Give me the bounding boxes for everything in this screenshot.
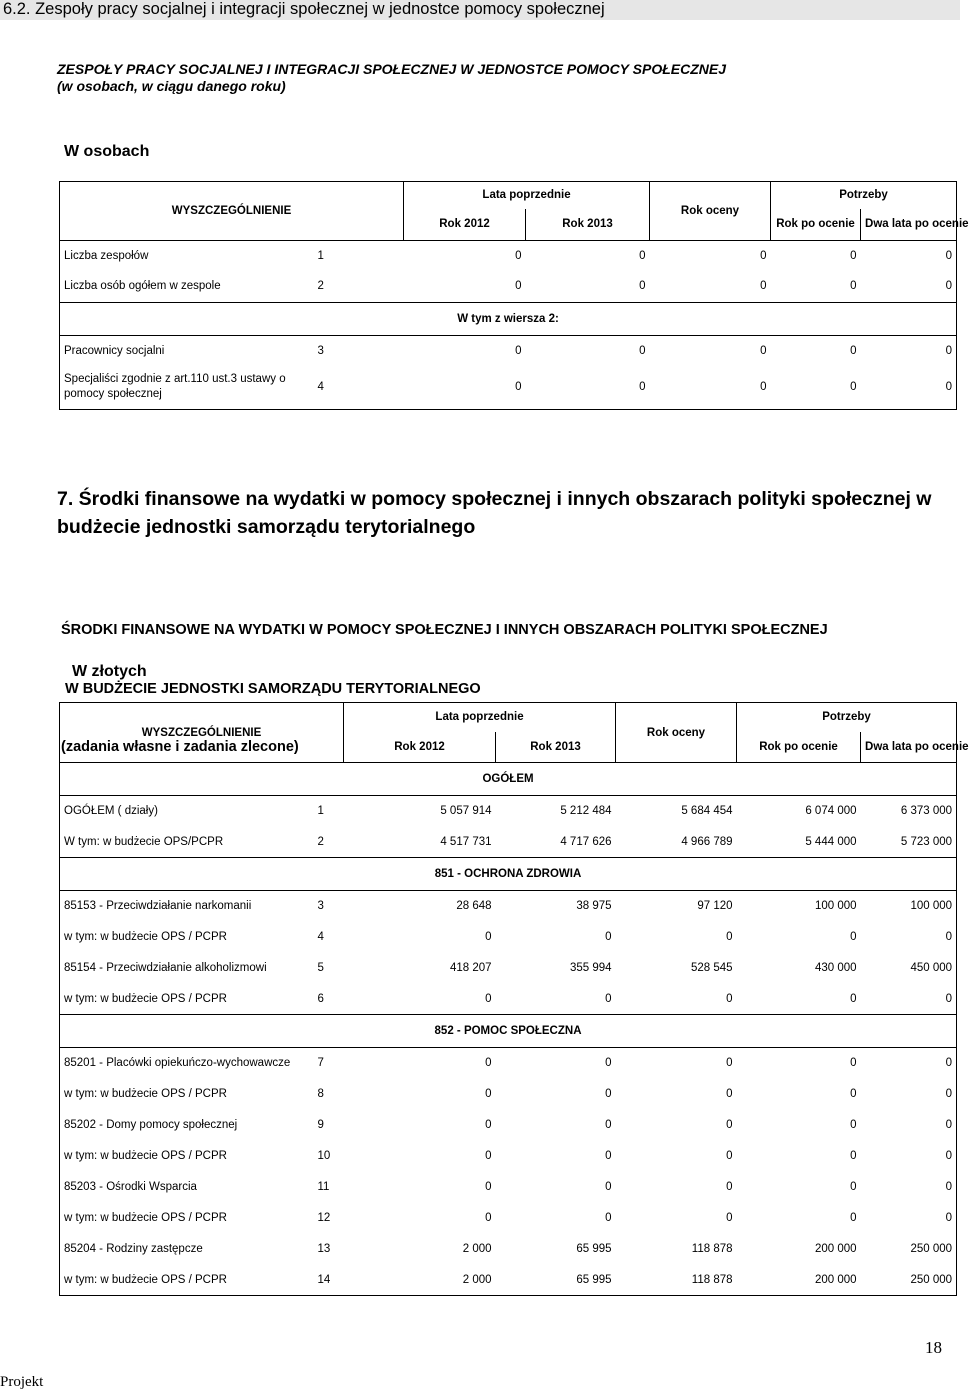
cell-rok-2013: 0 — [639, 344, 646, 357]
row-number: 3 — [317, 344, 324, 357]
table-row — [60, 953, 957, 984]
row-label: Pracownicy socjalni — [64, 344, 165, 357]
cell-rok-2012: 4 517 731 — [440, 835, 492, 848]
cell-rok-po-ocenie: 200 000 — [814, 1243, 857, 1255]
cell-dwa-lata: 0 — [945, 1057, 953, 1070]
row-number: 6 — [317, 992, 324, 1005]
cell-rok-po-ocenie: 0 — [850, 1181, 857, 1193]
cell-rok-2013: 0 — [605, 1088, 612, 1100]
cell-rok-oceny: 5 684 454 — [681, 805, 733, 818]
cell-rok-po-ocenie: 0 — [850, 280, 857, 293]
cell-dwa-lata: 250 000 — [910, 1273, 953, 1286]
cell-rok-2013: 0 — [605, 1181, 612, 1193]
row-label: OGÓŁEM ( działy) — [64, 805, 158, 818]
row-label: w tym: w budżecie OPS / PCPR — [64, 1150, 227, 1162]
row-label: Liczba zespołów — [64, 249, 149, 262]
table-row — [60, 891, 957, 922]
row-number: 4 — [317, 931, 324, 943]
table-row — [60, 1141, 957, 1172]
cell-rok-po-ocenie: 100 000 — [814, 900, 857, 913]
row-number: 11 — [317, 1181, 330, 1193]
section-heading-7: 7. Środki finansowe na wydatki w pomocy społecznej i innych obszarach polityki społecznej w budżecie jednostki samorządu terytorialnego — [57, 488, 932, 538]
row-label: 85204 - Rodziny zastępcze — [64, 1243, 203, 1255]
cell-rok-2013: 0 — [605, 931, 612, 943]
cell-rok-2012: 0 — [515, 249, 522, 262]
cell-rok-po-ocenie: 0 — [850, 249, 857, 262]
cell-rok-2013: 5 212 484 — [560, 805, 612, 818]
table-row — [60, 336, 957, 366]
table-row — [60, 241, 957, 271]
table-row — [60, 271, 957, 303]
cell-rok-2012: 0 — [485, 1212, 492, 1224]
table-row — [60, 984, 957, 1015]
cell-dwa-lata: 0 — [945, 1119, 953, 1131]
table-row — [60, 1234, 957, 1265]
header-rok-oceny: Rok oceny — [616, 703, 737, 763]
cell-rok-oceny: 0 — [726, 1057, 733, 1070]
row-number: 8 — [317, 1088, 324, 1100]
row-label: w tym: w budżecie OPS / PCPR — [64, 1273, 227, 1286]
header-rok-2012: Rok 2012 — [344, 732, 496, 763]
cell-rok-2012: 0 — [485, 992, 492, 1005]
row-number: 2 — [317, 835, 324, 848]
cell-rok-oceny: 0 — [760, 344, 767, 357]
header-lata-poprzednie: Lata poprzednie — [344, 703, 616, 732]
row-number: 3 — [317, 900, 324, 913]
cell-rok-2012: 418 207 — [449, 962, 492, 974]
cell-rok-2013: 4 717 626 — [560, 835, 612, 848]
cell-rok-oceny: 118 878 — [691, 1273, 733, 1286]
table-row — [60, 922, 957, 953]
header-rok-po-ocenie: Rok po ocenie — [737, 732, 861, 763]
cell-rok-oceny: 0 — [760, 249, 767, 262]
row-number: 1 — [317, 805, 324, 818]
header-rok-2012: Rok 2012 — [404, 209, 526, 241]
teams-table — [59, 181, 969, 410]
table1-title-line2: (w osobach, w ciągu danego roku) — [57, 78, 286, 94]
cell-rok-oceny: 0 — [760, 381, 767, 394]
cell-rok-oceny: 0 — [726, 931, 733, 943]
row-label: 85201 - Placówki opiekuńczo-wychowawcze — [64, 1057, 291, 1070]
cell-rok-po-ocenie: 0 — [850, 931, 857, 943]
cell-rok-oceny: 0 — [726, 1212, 733, 1224]
header-rok-2013: Rok 2013 — [526, 209, 650, 241]
header-dwa-lata-po-ocenie: Dwa lata po ocenie — [865, 740, 969, 753]
row-label: w tym: w budżecie OPS / PCPR — [64, 1088, 227, 1100]
row-label: w tym: w budżecie OPS / PCPR — [64, 992, 227, 1005]
cell-dwa-lata: 6 373 000 — [900, 805, 953, 818]
cell-rok-oceny: 4 966 789 — [681, 835, 733, 848]
row-label: W tym: w budżecie OPS/PCPR — [64, 835, 224, 848]
cell-rok-2013: 0 — [605, 992, 612, 1005]
cell-rok-oceny: 528 545 — [690, 962, 733, 974]
row-number: 13 — [317, 1243, 331, 1255]
table-row — [60, 1203, 957, 1234]
cell-rok-2013: 0 — [605, 1150, 612, 1162]
cell-rok-2013: 0 — [639, 280, 646, 293]
table-row — [60, 1079, 957, 1110]
table2-title-line2: W BUDŻECIE JEDNOSTKI SAMORZĄDU TERYTORIALNEGO — [61, 680, 481, 697]
cell-rok-2012: 0 — [485, 1181, 492, 1193]
cell-rok-oceny: 97 120 — [697, 900, 733, 913]
cell-dwa-lata: 0 — [945, 344, 953, 357]
table2-title-line1: ŚRODKI FINANSOWE NA WYDATKI W POMOCY SPOŁECZNEJ I INNYCH OBSZARACH POLITYKI SPOŁECZNEJ — [61, 622, 828, 638]
cell-rok-2012: 0 — [485, 1057, 492, 1070]
cell-dwa-lata: 100 000 — [910, 900, 953, 913]
cell-rok-oceny: 0 — [726, 1181, 733, 1193]
cell-rok-2013: 355 994 — [569, 962, 612, 974]
header-dwa-lata-po-ocenie: Dwa lata po ocenie — [865, 218, 969, 231]
cell-rok-2012: 5 057 914 — [440, 805, 492, 818]
header-potrzeby: Potrzeby — [822, 711, 871, 724]
cell-rok-2012: 0 — [485, 1119, 492, 1131]
cell-rok-po-ocenie: 0 — [850, 1119, 857, 1131]
cell-rok-po-ocenie: 0 — [850, 1150, 857, 1162]
row-label: 85153 - Przeciwdziałanie narkomanii — [64, 900, 252, 913]
cell-dwa-lata: 0 — [945, 249, 953, 262]
cell-rok-oceny: 0 — [726, 1150, 733, 1162]
cell-rok-2013: 65 995 — [576, 1243, 612, 1255]
cell-rok-2012: 0 — [515, 344, 522, 357]
table-row — [60, 1048, 957, 1079]
cell-rok-po-ocenie: 5 444 000 — [805, 835, 857, 848]
row-number: 7 — [317, 1057, 324, 1070]
cell-dwa-lata: 0 — [945, 381, 953, 394]
cell-rok-oceny: 0 — [726, 1119, 733, 1131]
cell-rok-2012: 0 — [485, 1088, 492, 1100]
table1-title — [57, 61, 726, 95]
finance-table — [59, 702, 969, 1296]
header-rok-po-ocenie: Rok po ocenie — [771, 209, 861, 241]
row-label: w tym: w budżecie OPS / PCPR — [64, 931, 227, 943]
cell-dwa-lata: 250 000 — [910, 1243, 953, 1255]
cell-dwa-lata: 0 — [945, 931, 953, 943]
table-row — [60, 366, 957, 410]
header-potrzeby: Potrzeby — [839, 189, 888, 202]
cell-rok-2013: 0 — [639, 249, 646, 262]
cell-rok-oceny: 118 878 — [691, 1243, 733, 1255]
cell-rok-po-ocenie: 0 — [850, 992, 857, 1005]
cell-rok-oceny: 0 — [726, 992, 733, 1005]
table1-unit-label: W osobach — [64, 143, 150, 160]
table2-unit-label: W złotych — [72, 663, 147, 680]
table2-title-line3: (zadania własne i zadania zlecone) — [61, 739, 299, 755]
cell-rok-2012: 2 000 — [462, 1273, 492, 1286]
cell-rok-2013: 65 995 — [576, 1273, 612, 1286]
row-number: 2 — [317, 280, 324, 293]
header-rok-2013: Rok 2013 — [496, 732, 616, 763]
cell-rok-2013: 38 975 — [576, 900, 612, 913]
cell-rok-2012: 0 — [485, 1150, 492, 1162]
cell-rok-po-ocenie: 0 — [850, 1212, 857, 1224]
table-row — [60, 796, 957, 827]
cell-rok-2013: 0 — [605, 1212, 612, 1224]
cell-dwa-lata: 0 — [945, 1150, 953, 1162]
section-852: 852 - POMOC SPOŁECZNA — [434, 1025, 582, 1037]
subheader-w-tym-z-wiersza-2: W tym z wiersza 2: — [457, 313, 559, 325]
cell-rok-2012: 0 — [485, 931, 492, 943]
cell-rok-2013: 0 — [639, 381, 646, 394]
section-ogolem: OGÓŁEM — [482, 773, 534, 785]
cell-dwa-lata: 0 — [945, 992, 953, 1005]
row-number: 1 — [317, 249, 324, 262]
table1-title-line1: ZESPOŁY PRACY SOCJALNEJ I INTEGRACJI SPOŁECZNEJ W JEDNOSTCE POMOCY SPOŁECZNEJ — [57, 61, 727, 77]
row-label: Specjaliści zgodnie z art.110 ust.3 ustawy o pomocy społecznej — [64, 373, 286, 401]
cell-dwa-lata: 0 — [945, 1212, 953, 1224]
section-heading-6-2: 6.2. Zespoły pracy socjalnej i integracji społecznej w jednostce pomocy społecznej — [0, 0, 960, 20]
page-number: 18 — [925, 1338, 942, 1357]
cell-rok-po-ocenie: 430 000 — [814, 962, 857, 974]
table-row — [60, 1172, 957, 1203]
row-number: 12 — [317, 1212, 331, 1224]
cell-rok-2012: 0 — [515, 381, 522, 394]
cell-rok-2013: 0 — [605, 1057, 612, 1070]
section-851: 851 - OCHRONA ZDROWIA — [434, 868, 582, 880]
header-lata-poprzednie: Lata poprzednie — [404, 182, 650, 209]
cell-rok-po-ocenie: 0 — [850, 344, 857, 357]
row-label: w tym: w budżecie OPS / PCPR — [64, 1212, 227, 1224]
cell-dwa-lata: 0 — [945, 280, 953, 293]
cell-rok-oceny: 0 — [726, 1088, 733, 1100]
header-wyszczegolnienie: WYSZCZEGÓLNIENIE — [60, 182, 404, 241]
cell-dwa-lata: 5 723 000 — [900, 835, 953, 848]
row-number: 9 — [317, 1119, 324, 1131]
cell-rok-po-ocenie: 200 000 — [814, 1273, 857, 1286]
row-number: 14 — [317, 1273, 331, 1286]
row-label: Liczba osób ogółem w zespole — [64, 280, 221, 293]
row-number: 5 — [317, 962, 324, 974]
cell-dwa-lata: 0 — [945, 1088, 953, 1100]
header-wyszczegolnienie: WYSZCZEGÓLNIENIE — [60, 703, 344, 763]
cell-rok-2013: 0 — [605, 1119, 612, 1131]
cell-rok-2012: 28 648 — [456, 900, 492, 913]
row-label: 85202 - Domy pomocy społecznej — [64, 1119, 238, 1131]
cell-dwa-lata: 450 000 — [910, 962, 953, 974]
cell-rok-po-ocenie: 0 — [850, 1057, 857, 1070]
cell-rok-po-ocenie: 0 — [850, 381, 857, 394]
row-number: 4 — [317, 381, 324, 394]
cell-rok-po-ocenie: 6 074 000 — [805, 805, 857, 818]
header-rok-oceny: Rok oceny — [650, 182, 771, 241]
cell-rok-2012: 2 000 — [462, 1243, 492, 1255]
cell-rok-2012: 0 — [515, 280, 522, 293]
footer-label: Projekt — [0, 1374, 44, 1390]
row-label: 85154 - Przeciwdziałanie alkoholizmowi — [64, 962, 267, 974]
row-label: 85203 - Ośrodki Wsparcia — [64, 1181, 197, 1193]
row-number: 10 — [317, 1150, 331, 1162]
table-row — [60, 1265, 957, 1296]
table-row — [60, 827, 957, 858]
cell-rok-po-ocenie: 0 — [850, 1088, 857, 1100]
table-row — [60, 1110, 957, 1141]
cell-dwa-lata: 0 — [945, 1181, 953, 1193]
cell-rok-oceny: 0 — [760, 280, 767, 293]
